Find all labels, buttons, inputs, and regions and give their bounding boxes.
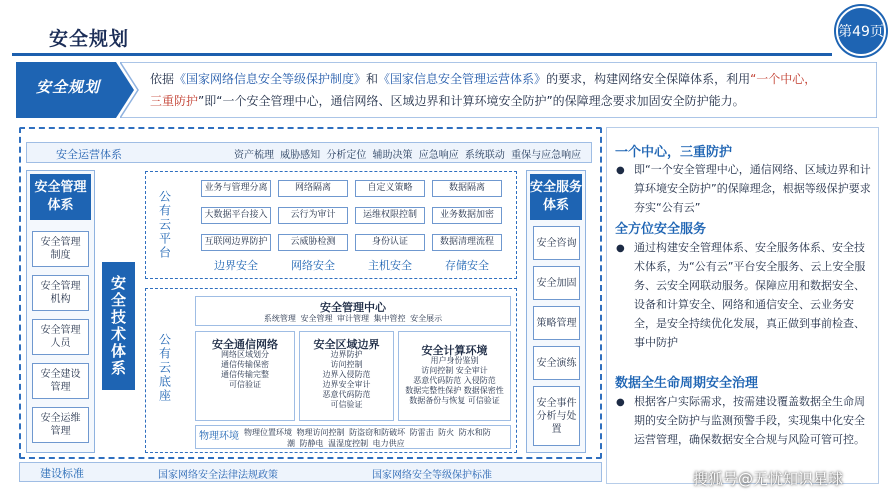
- platform-cell: 业务与管理分离: [201, 180, 271, 197]
- comm-network-line: 网络区域划分: [221, 350, 269, 359]
- platform-cell: 数据隔离: [432, 180, 502, 197]
- platform-cell: 互联网边界防护: [201, 234, 271, 251]
- platform-cell: 身份认证: [355, 234, 425, 251]
- ops-system-title: 安全运营体系: [56, 148, 122, 161]
- area-border-line: 访问控制: [330, 360, 363, 369]
- area-border-line: 边界安全审计: [322, 380, 371, 389]
- area-border-title: 安全区域边界: [313, 338, 380, 351]
- mgmt-item: 安全管理制度: [32, 231, 89, 267]
- section-heading: 数据全生命周期安全治理: [615, 376, 759, 391]
- compute-env-line: 数据完整性保护 数据保密性: [405, 386, 504, 395]
- service-system-head: 安全服务体系: [530, 174, 582, 220]
- area-border-line: 边界入侵防范: [322, 370, 371, 379]
- platform-footer-label: 存储安全: [445, 259, 489, 272]
- compute-env-line: 用户身份鉴别: [430, 356, 479, 365]
- tech-system-label: 安全技术体系: [102, 262, 135, 390]
- section-text: 根据客户实际需求，按需建设覆盖数据全生命周期的安全防护与监测预警手段，实现集中化安全运营管理，确保数据安全合规与风险可管可控。: [634, 395, 865, 446]
- bullet-dot: ●: [616, 397, 625, 408]
- standards-item: 国家网络安全法律法规政策: [158, 470, 278, 481]
- cloud-base-label: 公有云底座: [157, 332, 172, 403]
- svc-item: 安全演练: [533, 346, 580, 380]
- ops-system-items: 资产梳理 威胁感知 分析定位 辅助决策 应急响应 系统联动 重保与应急响应: [234, 150, 582, 161]
- security-center-title: 安全管理中心: [320, 301, 386, 314]
- bullet-dot: ●: [616, 243, 625, 254]
- comm-network-line: 通信传输完整: [221, 370, 269, 379]
- svc-item: 安全事件分析与处置: [533, 386, 580, 446]
- platform-cell: 网络隔离: [278, 180, 348, 197]
- comm-network-line: 通信传输保密: [221, 360, 269, 369]
- intro-label: 安全规划: [35, 78, 100, 96]
- platform-cell: 大数据平台接入: [201, 207, 271, 224]
- compute-env-line: 恶意代码防范 入侵防范: [413, 376, 496, 385]
- platform-cell: 自定义策略: [355, 180, 425, 197]
- svc-item: 策略管理: [533, 306, 580, 340]
- header-divider: [12, 53, 832, 56]
- platform-footer-label: 边界安全: [214, 259, 258, 272]
- section-heading: 一个中心，三重防护: [615, 145, 733, 160]
- platform-cell: 业务数据加密: [432, 207, 502, 224]
- platform-cell: 数据清理流程: [432, 234, 502, 251]
- comm-network-line: 可信验证: [229, 380, 261, 389]
- platform-footer-label: 网络安全: [291, 259, 335, 272]
- svc-item: 安全咨询: [533, 226, 580, 260]
- compute-env-line: 数据备份与恢复 可信验证: [409, 396, 500, 405]
- mgmt-item: 安全建设管理: [32, 363, 89, 399]
- physical-env-label: 物理环境: [199, 431, 239, 442]
- mgmt-item: 安全管理机构: [32, 275, 89, 311]
- mgmt-item: 安全管理人员: [32, 319, 89, 355]
- standards-item: 国家网络安全等级保护标准: [372, 470, 492, 481]
- platform-cell: 云行为审计: [278, 207, 348, 224]
- management-system-head: 安全管理体系: [30, 174, 91, 220]
- standards-title: 建设标准: [40, 467, 84, 480]
- watermark: 搜狐号@无忧知识星球: [693, 470, 844, 488]
- standards-bar: [19, 462, 602, 482]
- bullet-dot: ●: [616, 165, 625, 176]
- section-heading: 全方位安全服务: [615, 222, 707, 237]
- area-border-line: 恶意代码防范: [322, 390, 371, 399]
- compute-env-line: 访问控制 安全审计: [421, 366, 488, 375]
- compute-env-title: 安全计算环境: [421, 344, 488, 357]
- physical-env-items: 潮 防静电 温湿度控制 电力供应: [287, 439, 405, 448]
- area-border-line: 边界防护: [330, 350, 363, 359]
- security-center-items: 系统管理 安全管理 审计管理 集中管控 安全展示: [263, 314, 443, 323]
- physical-env-items: 物理位置环境 物理访问控制 防盗窃和防破坏 防雷击 防火 防水和防: [244, 428, 491, 437]
- section-text: 即“一个安全管理中心，通信网络、区域边界和计算环境安全防护”的保障理念，根据等级保护要求夯实“公有云”: [634, 163, 871, 214]
- intro-paragraph: 依据《国家网络信息安全等级保护制度》和《国家信息安全管理运营体系》的要求，构建网络安全保障体系，利用“一个中心， 三重防护”即“一个安全管理中心，通信网络、区域边界和计算环境安全防护”的保障理念要求加固安全防护能力。: [150, 72, 817, 108]
- page-title: 安全规划: [49, 28, 130, 50]
- page-number-badge: 第49页: [836, 6, 886, 56]
- section-text: 通过构建安全管理体系、安全服务体系、安全技术体系，为“公有云”平台安全服务、云上安全服务、云安全网联动服务。保障应用和数据安全、设备和计算安全、网络和通信安全、云业务安全，是安全持续优化发展，真正做到事前检查、事中防护: [634, 241, 866, 349]
- area-border-line: 可信验证: [330, 400, 363, 409]
- cloud-platform-label: 公有云平台: [157, 190, 172, 260]
- platform-footer-label: 主机安全: [368, 259, 412, 272]
- comm-network-title: 安全通信网络: [212, 338, 278, 351]
- mgmt-item: 安全运维管理: [32, 407, 89, 443]
- platform-cell: 云威胁检测: [278, 234, 348, 251]
- platform-cell: 运维权限控制: [355, 207, 425, 224]
- svc-item: 安全加固: [533, 266, 580, 300]
